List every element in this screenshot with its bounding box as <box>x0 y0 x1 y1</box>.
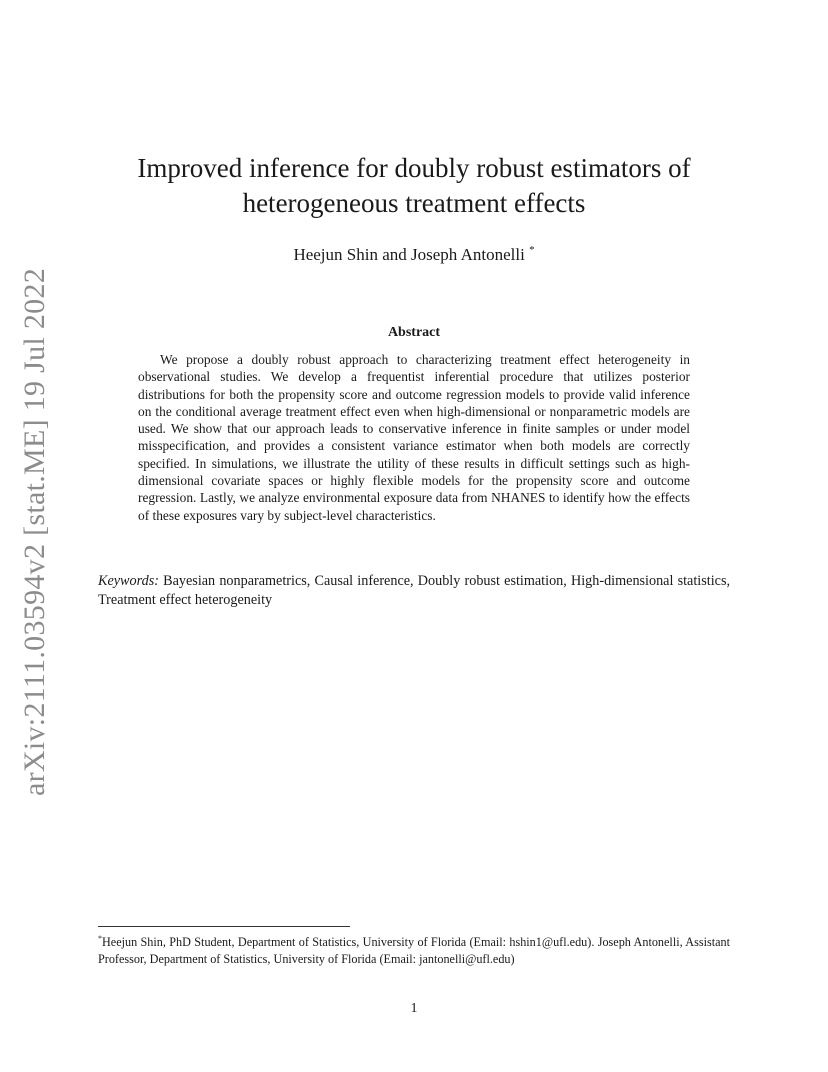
paper-title-line-1: Improved inference for doubly robust estimators of <box>137 153 691 183</box>
page-number: 1 <box>410 1001 418 1016</box>
arxiv-identifier-stamp: arXiv:2111.03594v2 [stat.ME] 19 Jul 2022 <box>18 267 51 797</box>
paper-title <box>100 151 728 221</box>
keywords-label: Keywords: <box>98 573 159 589</box>
author-line <box>100 244 728 265</box>
keywords-text: Bayesian nonparametrics, Causal inference, Doubly robust estimation, High-dimensional statistics, Treatment effect heterogeneity <box>98 573 731 608</box>
footnote-text: Heejun Shin, PhD Student, Department of Statistics, University of Florida (Email: hshin1@ufl.edu). Joseph Antonelli, Assistant Professor, Department of Statistics, University of Florida (Email: jantonelli@ufl.edu) <box>98 935 730 966</box>
abstract-body: We propose a doubly robust approach to characterizing treatment effect heterogeneity in observational studies. We develop a frequentist inferential procedure that utilizes posterior distributions for both the propensity score and outcome regression models to provide valid inference on the conditional average treatment effect even when high-dimensional or nonparametric models are used. We show that our approach leads to conservative inference in finite samples or under model misspecification, and provides a consistent variance estimator when both models are correctly specified. In simulations, we illustrate the utility of these results in difficult settings such as high-dimensional covariate spaces or highly flexible models for the propensity score and outcome regression. Lastly, we analyze environmental exposure data from NHANES to identify how the effects of these exposures vary by subject-level characteristics. <box>138 352 690 523</box>
author-footnote <box>98 930 730 968</box>
paper-title-line-2: heterogeneous treatment effects <box>242 188 586 218</box>
keywords-section <box>98 572 730 610</box>
author-footnote-marker: * <box>529 244 535 256</box>
footnote-marker: * <box>98 934 102 943</box>
author-names: Heejun Shin and Joseph Antonelli <box>293 245 525 264</box>
abstract-heading: Abstract <box>387 325 441 340</box>
footnote-divider <box>98 926 350 927</box>
